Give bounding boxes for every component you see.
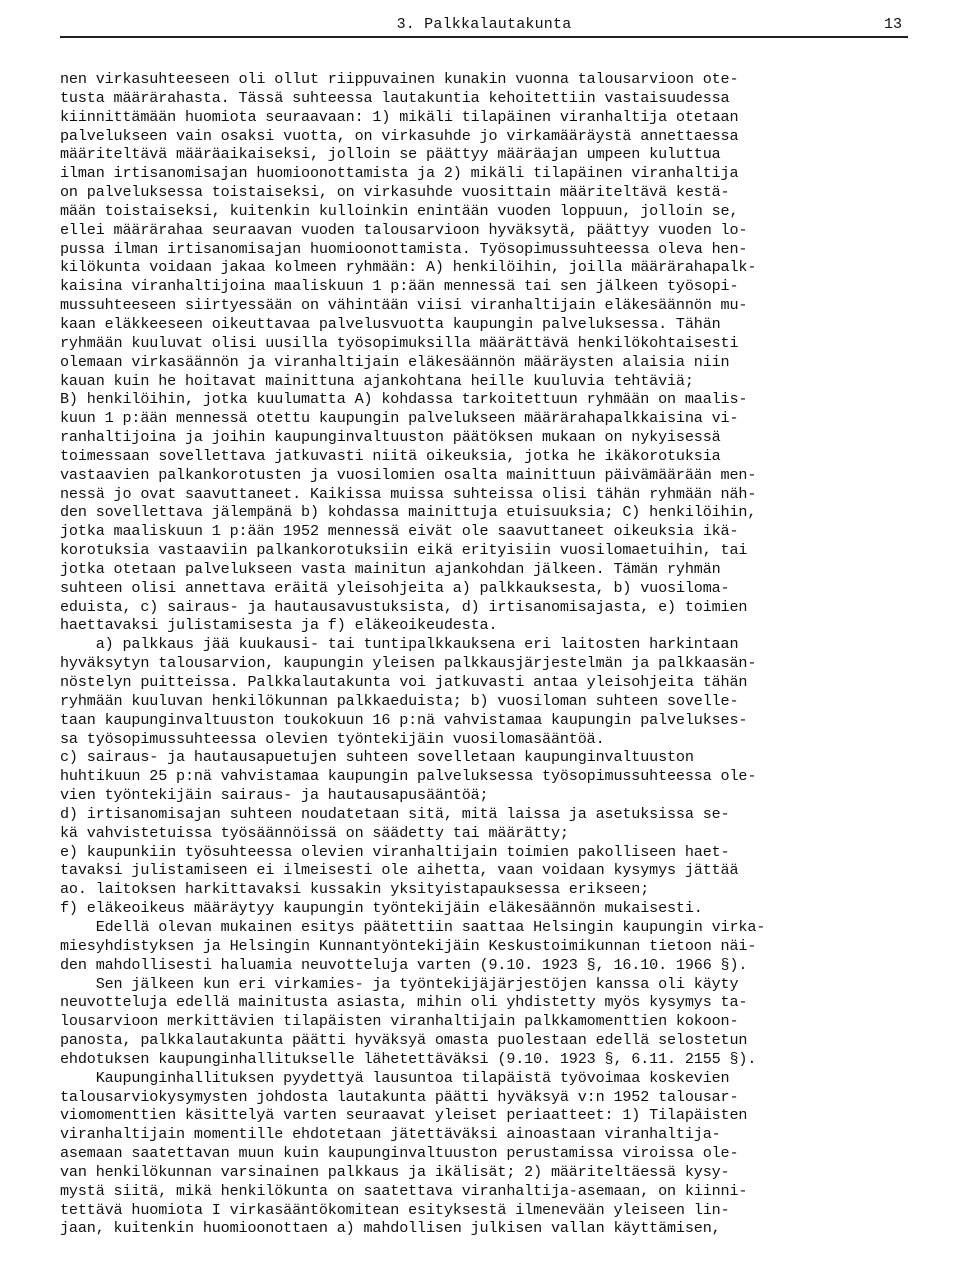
text-line: eduista, c) sairaus- ja hautausavustuksista, d) irtisanomisajasta, e) toimien (60, 597, 748, 616)
text-line: mään toistaiseksi, kuitenkin kulloinkin enintään vuoden loppuun, jolloin se, (60, 201, 739, 220)
text-line: mystä siitä, mikä henkilökunta on saatettava viranhaltija-asemaan, on kiinni- (60, 1181, 748, 1200)
text-line: palvelukseen vain osaksi vuotta, on virkasuhde jo virkamääräystä annettaessa (60, 126, 739, 145)
text-line: hyväksytyn talousarvion, kaupungin yleisen palkkausjärjestelmän ja palkkaasän- (60, 654, 757, 673)
text-line: asemaan saatettavan muun kuin kaupunginvaltuuston perustamissa viroissa ole- (60, 1144, 739, 1163)
text-line: tusta määrärahasta. Tässä suhteessa lautakuntia kehoitettiin vastaisuudessa (60, 88, 730, 107)
text-line: jotka maaliskuun 1 p:ään 1952 mennessä eivät ole saavuttaneet oikeuksia ikä- (60, 522, 739, 541)
text-line: kaisina viranhaltijoina maaliskuun 1 p:ään mennessä tai sen jälkeen työsopi- (60, 277, 739, 296)
text-line: e) kaupunkiin työsuhteessa olevien viranhaltijain toimien pakolliseen haet- (60, 842, 730, 861)
text-line: B) henkilöihin, jotka kuulumatta A) kohdassa tarkoitettuun ryhmään on maalis- (60, 390, 748, 409)
text-line: jotka otetaan palvelukseen vasta mainitun ajankohdan jälkeen. Tämän ryhmän (60, 559, 721, 578)
text-line: kä vahvistetuissa työsäännöissä on säädetty tai määrätty; (60, 823, 569, 842)
running-head: 3. Palkkalautakunta (396, 16, 572, 33)
text-line: haettavaksi julistamisesta ja f) eläkeoikeudesta. (60, 616, 498, 635)
text-line: määriteltävä määräaikaiseksi, jolloin se päättyy määräajan umpeen kuluttua (60, 145, 721, 164)
text-line: miesyhdistyksen ja Helsingin Kunnantyöntekijäin Keskustoimikunnan tietoon näi- (60, 936, 757, 955)
text-line: ryhmään kuuluvat olisi uusilla työsopimuksilla määrättävä henkilökohtaisesti (60, 333, 739, 352)
text-line: kuun 1 p:ään mennessä otettu kaupungin palvelukseen määrärahapalkkaisina vi- (60, 409, 739, 428)
text-line: mussuhteeseen siirtyessään on vähintään viisi viranhaltijain eläkesäännön mu- (60, 296, 748, 315)
text-line: Kaupunginhallituksen pyydettyä lausuntoa tilapäistä työvoimaa koskevien (60, 1068, 730, 1087)
text-line: toimessaan sovellettava jatkuvasti niitä oikeuksia, jotka he ikäkorotuksia (60, 446, 721, 465)
text-line: kiinnittämään huomiota seuraavaan: 1) mikäli tilapäinen viranhaltija otetaan (60, 107, 739, 126)
text-line: van henkilökunnan varsinainen palkkaus ja ikälisät; 2) määriteltäessä kysy- (60, 1162, 730, 1181)
text-line: vastaavien palkankorotusten ja vuosilomien osalta mainittuun päivämäärään men- (60, 465, 757, 484)
text-line: talousarviokysymysten johdosta lautakunta päätti hyväksyä v:n 1952 talousar- (60, 1087, 739, 1106)
text-line: panosta, palkkalautakunta päätti hyväksyä omasta puolestaan edellä selostetun (60, 1031, 748, 1050)
text-line: ao. laitoksen harkittavaksi kussakin yksityistapauksessa erikseen; (60, 880, 650, 899)
text-line: den mahdollisesti haluamia neuvotteluja varten (9.10. 1923 §, 16.10. 1966 §). (60, 955, 748, 974)
text-line: ellei määrärahaa seuraavan vuoden talousarvioon hyväksytä, päättyy vuoden lo- (60, 220, 748, 239)
page-header (60, 6, 908, 38)
page-number: 13 (883, 16, 902, 33)
text-line: nessä jo ovat saavuttaneet. Kaikissa muissa suhteissa olisi tähän ryhmään näh- (60, 484, 757, 503)
text-line: Sen jälkeen kun eri virkamies- ja työntekijäjärjestöjen kanssa oli käyty (60, 974, 739, 993)
text-line: viranhaltijain momentille ehdotetaan jätettäväksi ainoastaan viranhaltija- (60, 1125, 721, 1144)
text-line: nöstelyn puitteissa. Palkkalautakunta voi jatkuvasti antaa yleisohjeita tähän (60, 673, 748, 691)
text-line: lousarvioon merkittävien tilapäisten viranhaltijain palkkamomenttien kokoon- (60, 1012, 739, 1031)
text-line: ranhaltijoina ja joihin kaupunginvaltuuston päätöksen mukaan on nykyisessä (60, 428, 721, 447)
text-line: sa työsopimussuhteessa olevien työntekijäin vuosilomasääntöä. (60, 729, 605, 748)
text-line: kilökunta voidaan jakaa kolmeen ryhmään: A) henkilöihin, joilla määrärahapalk- (60, 258, 757, 277)
text-line: viomomenttien käsittelyä varten seuraavat yleiset periaatteet: 1) Tilapäisten (60, 1106, 748, 1125)
text-line: tettävä huomiota I virkasääntökomitean esityksestä ilmenevään yleiseen lin- (60, 1200, 730, 1219)
text-line: c) sairaus- ja hautausapuetujen suhteen sovelletaan kaupunginvaltuuston (60, 748, 694, 767)
text-line: den sovellettava jälempänä b) kohdassa mainittuja etuisuuksia; C) henkilöihin, (60, 503, 757, 522)
text-line: kaan eläkkeeseen oikeuttavaa palvelusvuotta kaupungin palveluksessa. Tähän (60, 314, 721, 333)
text-line: kauan kuin he hoitavat mainittuna ajankohtana heille kuuluvia tehtäviä; (60, 371, 694, 390)
text-line: d) irtisanomisajan suhteen noudatetaan sitä, mitä laissa ja asetuksissa se- (60, 804, 730, 823)
text-line: taan kaupunginvaltuuston toukokuun 16 p:nä vahvistamaa kaupungin palvelukses- (60, 710, 748, 729)
text-line: Edellä olevan mukainen esitys päätettiin saattaa Helsingin kaupungin virka- (60, 917, 766, 936)
body-text (60, 70, 930, 1238)
text-line: a) palkkaus jää kuukausi- tai tuntipalkkauksena eri laitosten harkintaan (60, 635, 739, 654)
text-line: ryhmään kuuluvan henkilökunnan palkkaeduista; b) vuosiloman suhteen sovelle- (60, 691, 739, 710)
text-line: ilman irtisanomisajan huomioonottamista ja 2) mikäli tilapäinen viranhaltija (60, 164, 739, 183)
text-line: ehdotuksen kaupunginhallitukselle lähetettäväksi (9.10. 1923 §, 6.11. 2155 §). (60, 1049, 757, 1068)
text-line: olemaan virkasäännön ja viranhaltijain eläkesäännön määräysten alaisia niin (60, 352, 730, 371)
text-line: korotuksia vastaaviin palkankorotuksiin eikä erityisiin vuosilomaetuihin, tai (60, 541, 748, 560)
text-line: huhtikuun 25 p:nä vahvistamaa kaupungin palveluksessa työsopimussuhteessa ole- (60, 767, 757, 786)
text-line: nen virkasuhteeseen oli ollut riippuvainen kunakin vuonna talousarvioon ote- (60, 70, 739, 88)
text-line: suhteen olisi annettava eräitä yleisohjeita a) palkkauksesta, b) vuosiloma- (60, 578, 730, 597)
text-line: f) eläkeoikeus määräytyy kaupungin työntekijäin eläkesäännön mukaisesti. (60, 899, 703, 918)
text-line: pussa ilman irtisanomisajan huomioonottamista. Työsopimussuhteessa oleva hen- (60, 239, 748, 258)
text-line: tavaksi julistamiseen ei ilmeisesti ole aihetta, vaan voidaan kysymys jättää (60, 861, 739, 880)
text-line: jaan, kuitenkin huomioonottaen a) mahdollisen julkisen vallan käyttämisen, (60, 1219, 721, 1238)
text-line: vien työntekijäin sairaus- ja hautausapusääntöä; (60, 786, 489, 805)
text-line: neuvotteluja edellä mainitusta asiasta, mihin oli yhdistetty myös kysymys ta- (60, 993, 748, 1012)
text-line: on palveluksessa toistaiseksi, on virkasuhde vuosittain määriteltävä kestä- (60, 183, 730, 202)
